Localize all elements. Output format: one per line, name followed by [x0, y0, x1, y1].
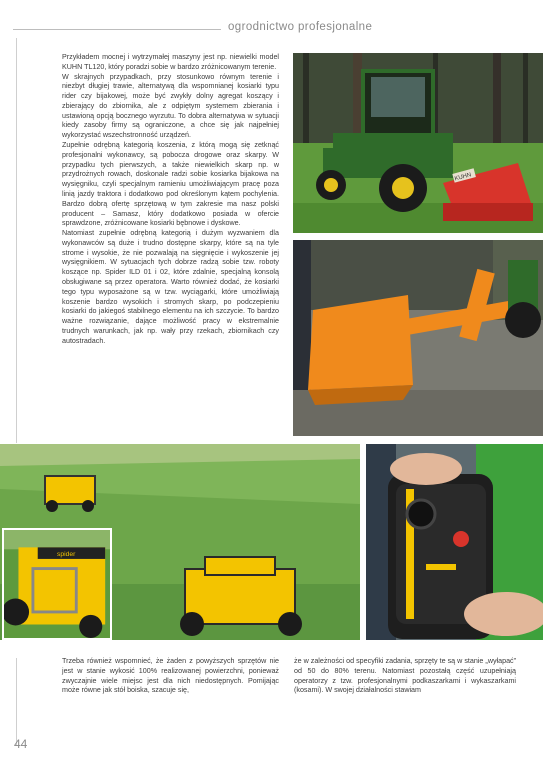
flail-mower-photo	[293, 240, 543, 436]
paragraph: Zupełnie odrębną kategorią koszenia, z którą mogą się zetknąć profesjonalni wykonawcy, są pobocza drogowe oraz skarpy. W przypadku tych pierwszych, a także niewielkich skarp np. w przydrożnych rowach, doskonale radzi sobie kosiarka bijakowa na wysięgniku, czyli specjalnym ramieniu umożliwiającym pracę poza linią jazdy traktora i dodatkowo pod określonym kątem pochylenia. Bardzo dobrą ofertę sprzętową w tym zakresie ma nasz polski producent – Samasz, który dodatkowo posiada w ofercie sprawdzone, zróżnicowane kosiarki bębnowe i dyskowe.	[62, 141, 279, 228]
article-column-3	[294, 657, 516, 696]
article-column-2	[62, 657, 279, 696]
paragraph: W skrajnych przypadkach, przy stosunkowo równym terenie i niezbyt długiej trawie, alternatywą dla wspomnianej kosiarki typu rider czy bijakowej, może być zwykły dolny agregat koszący i zbierający do zbiornika, ale z odpiętym systemem zbierania i ustawioną opcją bocznego wyrzutu. To dobra alternatywa w sytuacji kiedy zasoby firmy są ograniczone, a chce się jak najpełniej wykorzystać wszechstronność urządzeń.	[62, 72, 279, 140]
paragraph: Trzeba również wspomnieć, że żaden z powyższych sprzętów nie jest w stanie wykosić 100% realizowanej powierzchni, ponieważ zwyczajnie wiele miejsc jest dla nich niedostępnych. Pomijając może równe jak stół boiska, szacuje się,	[62, 657, 279, 695]
tractor-photo	[293, 53, 543, 233]
spider-closeup-photo	[2, 528, 112, 640]
article-column-1	[62, 53, 279, 346]
header-rule	[13, 29, 221, 30]
remote-control-photo	[366, 444, 543, 640]
margin-rule-bottom	[16, 658, 17, 746]
paragraph: Przykładem mocnej i wytrzymałej maszyny jest np. niewielki model KUHN TL120, który poradzi sobie w bardzo zróżnicowanym terenie.	[62, 53, 279, 71]
kuhn-logo-text: KUHN	[454, 172, 473, 183]
spider-logo-text: spider	[57, 551, 76, 559]
paragraph: że w zależności od specyfiki zadania, sprzęty te są w stanie „wyłapać” od 50 do 80% terenu. Natomiast pozostałą część uzupełniają operatorzy z tzw. profesjonalnymi podkaszarkami i wykaszarkami (kosami). W swojej działalności stawiam	[294, 657, 516, 695]
page-header	[0, 19, 545, 39]
margin-rule-top	[16, 38, 17, 443]
section-title: ogrodnictwo profesjonalne	[228, 21, 373, 33]
page-number: 44	[14, 737, 28, 751]
paragraph: Natomiast zupełnie odrębną kategorią i dużym wyzwaniem dla wykonawców są duże i trudno dostępne skarpy, które są na tyle strome i wysokie, że nie pozwalają na sięgnięcie i wykoszenie jej wysięgnikiem. W sytuacjach tych dobrze radzą sobie tzw. roboty koszące np. Spider ILD 01 i 02, które zdalnie, specjalną konsolą obsługiwane są przez operatora. Warto również dodać, że kosiarki tego typu wyposażone są w tzw. wyciągarki, które umożliwiają koszenie bardzo wysokich i stromych skarp, po podczepieniu kosiarki do jakiegoś stabilnego elementu na ich szczycie. To bardzo ważne rozwiązanie, dające możliwość pracy w ekstremalnie trudnych warunkach, jak np. wały przy rzekach, zbiornikach czy autostradach.	[62, 229, 279, 345]
